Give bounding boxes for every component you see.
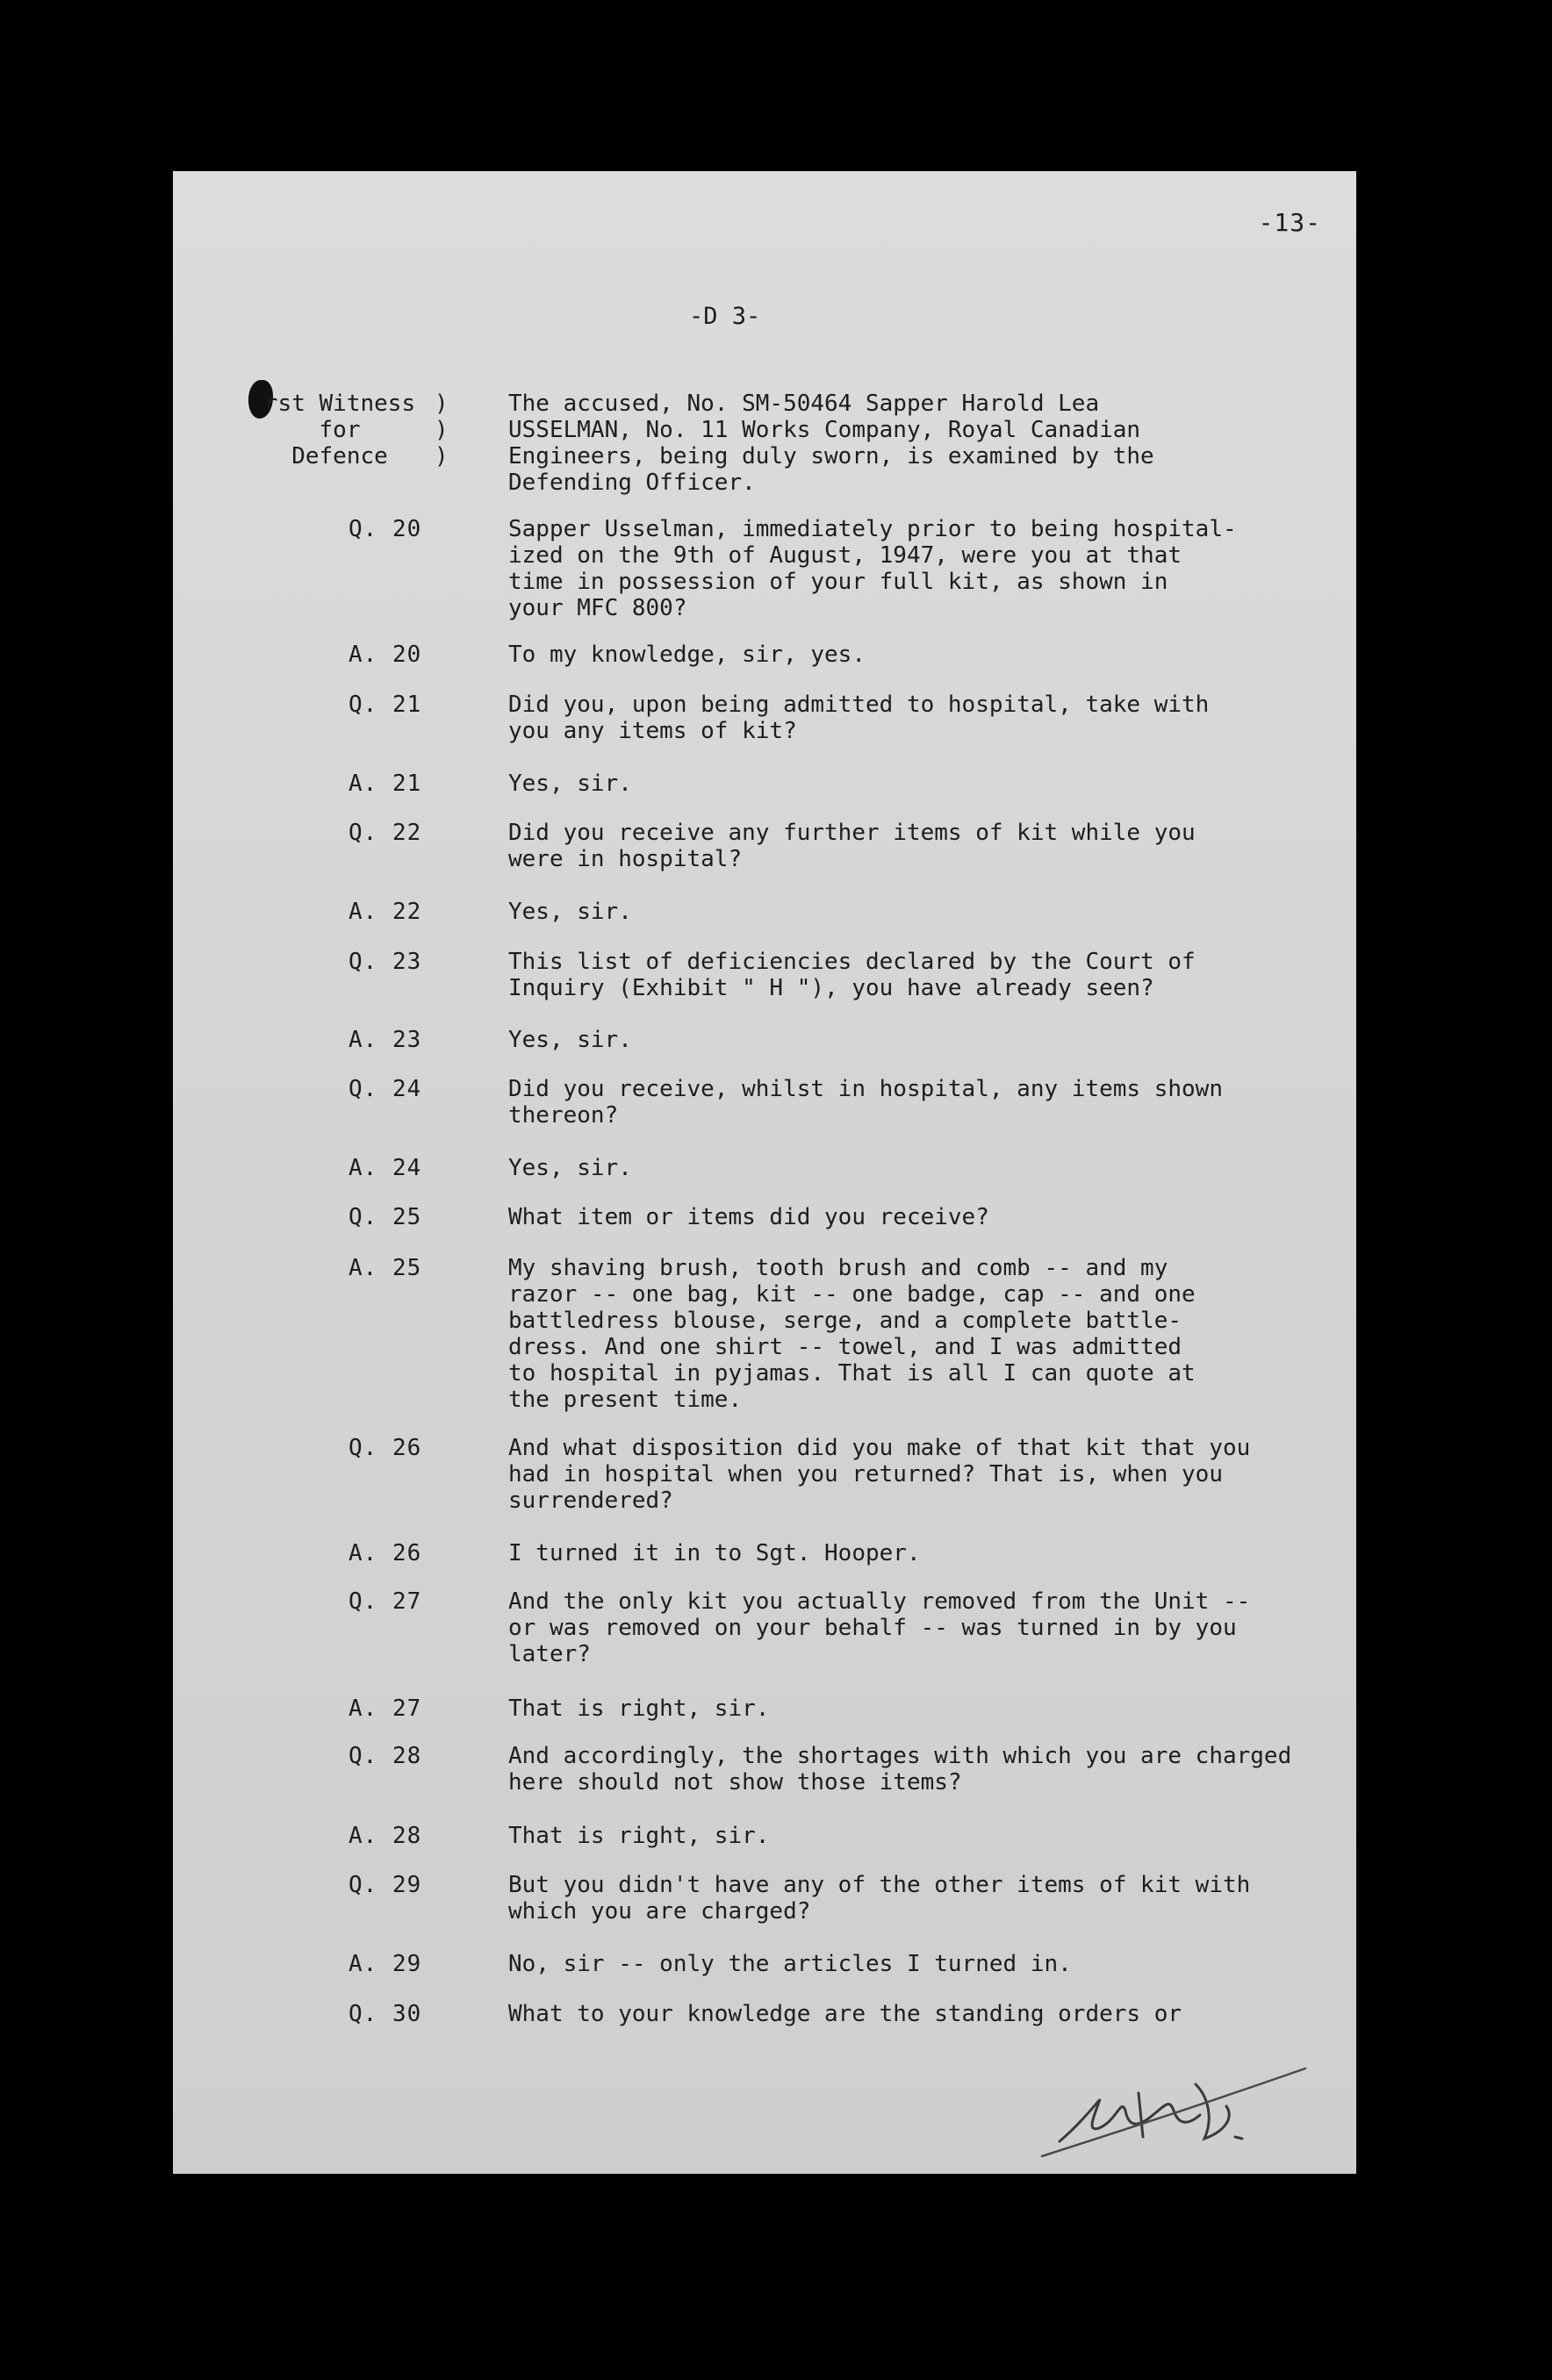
qa-label: A. 20 [348, 642, 422, 668]
page-number: -13- [1258, 208, 1321, 237]
qa-item [348, 1872, 1349, 1925]
qa-text: This list of deficiencies declared by the Court of Inquiry (Exhibit " H "), you have already seen? [508, 949, 1196, 1001]
qa-text: Yes, sir. [508, 771, 632, 797]
qa-text: To my knowledge, sir, yes. [508, 642, 866, 668]
qa-text: That is right, sir. [508, 1823, 770, 1849]
qa-text: What to your knowledge are the standing orders or [508, 2001, 1182, 2027]
qa-label: A. 27 [348, 1695, 422, 1722]
qa-text: Did you receive any further items of kit while you were in hospital? [508, 820, 1196, 872]
qa-item [348, 949, 1349, 1001]
qa-label: A. 22 [348, 899, 422, 925]
qa-label: A. 28 [348, 1823, 422, 1849]
qa-label: Q. 24 [348, 1076, 422, 1102]
qa-label: A. 25 [348, 1255, 422, 1281]
qa-label: A. 24 [348, 1155, 422, 1181]
qa-item [348, 1076, 1349, 1129]
handwritten-initials [1033, 2058, 1314, 2163]
qa-item [348, 1951, 1349, 1977]
qa-item [348, 1204, 1349, 1230]
intro-paragraph: The accused, No. SM-50464 Sapper Harold Lea USSELMAN, No. 11 Works Company, Royal Canadian Engineers, being duly sworn, is examined by the Defending Officer. [508, 391, 1154, 496]
witness-bracket: ) [435, 443, 449, 470]
witness-line [245, 443, 461, 470]
qa-item [348, 899, 1349, 925]
qa-text: What item or items did you receive? [508, 1204, 989, 1230]
witness-line [245, 417, 461, 443]
witness-bracket: ) [435, 417, 449, 443]
qa-text: But you didn't have any of the other items of kit with which you are charged? [508, 1872, 1251, 1925]
qa-text: And the only kit you actually removed from the Unit -- or was removed on your behalf -- was turned in by you later? [508, 1588, 1251, 1667]
witness-label-line: for [319, 417, 361, 443]
qa-text: Yes, sir. [508, 1155, 632, 1181]
qa-label: Q. 23 [348, 949, 422, 975]
section-label: -D 3- [689, 303, 761, 330]
witness-label-line: Defence [291, 443, 388, 470]
qa-item [348, 1588, 1349, 1667]
witness-label-line: rst Witness [263, 391, 416, 417]
qa-item [348, 1155, 1349, 1181]
qa-item [348, 1823, 1349, 1849]
qa-label: A. 29 [348, 1951, 422, 1977]
qa-item [348, 1255, 1349, 1413]
qa-text: Sapper Usselman, immediately prior to being hospital- ized on the 9th of August, 1947, were you at that time in possession of your full kit, as shown in your MFC 800? [508, 516, 1237, 621]
qa-text: Did you receive, whilst in hospital, any items shown thereon? [508, 1076, 1223, 1129]
qa-item [348, 1743, 1349, 1796]
qa-label: Q. 22 [348, 820, 422, 846]
qa-label: Q. 30 [348, 2001, 422, 2027]
qa-item [348, 692, 1349, 744]
qa-text: No, sir -- only the articles I turned in. [508, 1951, 1072, 1977]
qa-item [348, 820, 1349, 872]
qa-item [348, 1027, 1349, 1053]
qa-item [348, 2001, 1349, 2027]
qa-label: A. 21 [348, 771, 422, 797]
qa-item [348, 642, 1349, 668]
qa-label: Q. 29 [348, 1872, 422, 1898]
qa-label: A. 23 [348, 1027, 422, 1053]
qa-text: And what disposition did you make of that kit that you had in hospital when you returned? That is, when you surrendered? [508, 1435, 1251, 1514]
qa-text: That is right, sir. [508, 1695, 770, 1722]
witness-bracket: ) [435, 391, 449, 417]
qa-label: Q. 28 [348, 1743, 422, 1769]
witness-heading [245, 391, 461, 470]
qa-label: Q. 25 [348, 1204, 422, 1230]
qa-label: Q. 20 [348, 516, 422, 542]
qa-item [348, 1435, 1349, 1514]
qa-text: My shaving brush, tooth brush and comb -- and my razor -- one bag, kit -- one badge, cap -- and one battledress blouse, serge, and a complete battle- dress. And one shirt -- towel, and I was admitted to hospital in pyjamas. That is all I can quote at the present time. [508, 1255, 1196, 1413]
qa-label: Q. 26 [348, 1435, 422, 1461]
qa-item [348, 771, 1349, 797]
qa-text: And accordingly, the shortages with which you are charged here should not show those items? [508, 1743, 1292, 1796]
qa-text: I turned it in to Sgt. Hooper. [508, 1540, 921, 1566]
qa-text: Yes, sir. [508, 899, 632, 925]
qa-label: Q. 27 [348, 1588, 422, 1615]
qa-item [348, 1540, 1349, 1566]
qa-item [348, 1695, 1349, 1722]
qa-text: Yes, sir. [508, 1027, 632, 1053]
qa-label: Q. 21 [348, 692, 422, 718]
witness-line [245, 391, 461, 417]
qa-text: Did you, upon being admitted to hospital, take with you any items of kit? [508, 692, 1210, 744]
qa-item [348, 516, 1349, 621]
document-page [173, 171, 1356, 2174]
qa-label: A. 26 [348, 1540, 422, 1566]
